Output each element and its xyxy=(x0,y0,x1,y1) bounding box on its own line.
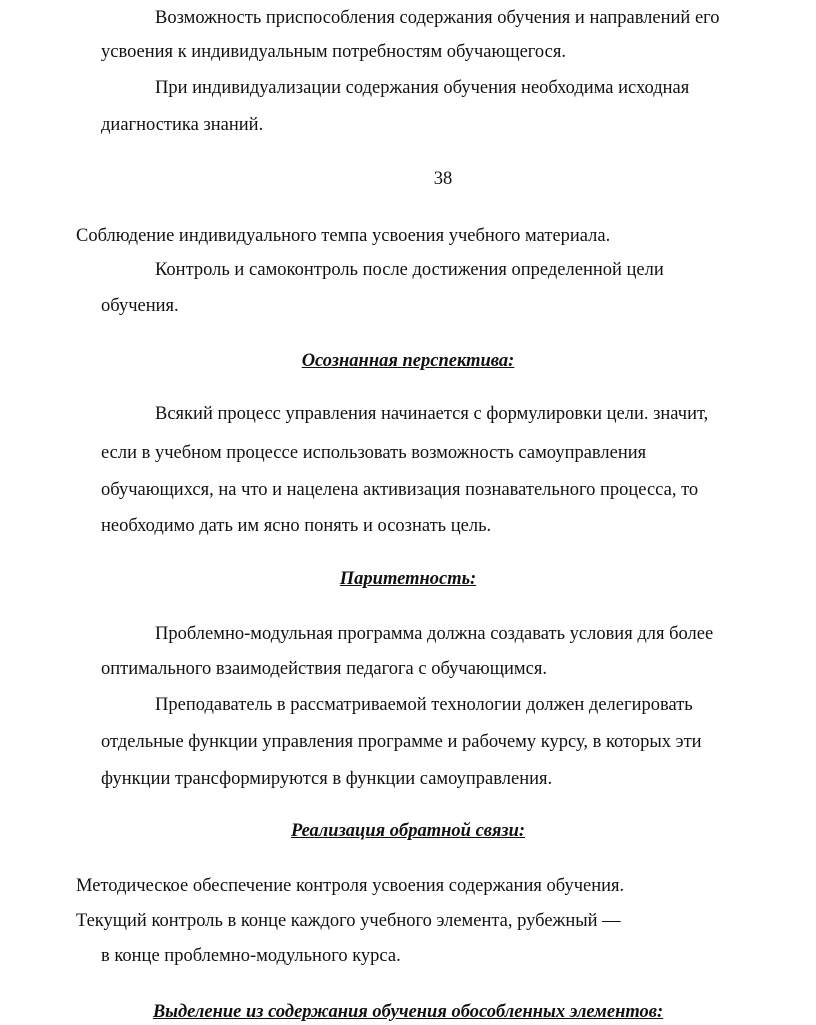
text-line: в конце проблемно-модульного курса. xyxy=(101,946,401,966)
text-line: Возможность приспособления содержания обучения и направлений его xyxy=(155,8,720,28)
text-line: Текущий контроль в конце каждого учебного элемента, рубежный — xyxy=(76,911,621,931)
text-line: Проблемно-модульная программа должна создавать условия для более xyxy=(155,624,714,644)
text-line: Контроль и самоконтроль после достижения определенной цели xyxy=(155,260,664,280)
text-line: Соблюдение индивидуального темпа усвоения учебного материала. xyxy=(76,226,611,246)
text-line: необходимо дать им ясно понять и осознать цель. xyxy=(101,516,492,536)
section-heading: Паритетность: xyxy=(339,569,477,589)
page-number: 38 xyxy=(433,169,453,189)
text-line: усвоения к индивидуальным потребностям обучающегося. xyxy=(101,42,566,62)
text-line: Всякий процесс управления начинается с формулировки цели. значит, xyxy=(155,404,709,424)
section-heading: Выделение из содержания обучения обособленных элементов: xyxy=(152,1002,664,1022)
text-line: отдельные функции управления программе и рабочему курсу, в которых эти xyxy=(101,732,702,752)
text-line: если в учебном процессе использовать возможность самоуправления xyxy=(101,443,647,463)
section-heading: Осознанная перспектива: xyxy=(301,351,515,371)
text-line: обучающихся, на что и нацелена активизация познавательного процесса, то xyxy=(101,480,699,500)
text-line: оптимального взаимодействия педагога с обучающимся. xyxy=(101,659,547,679)
text-line: диагностика знаний. xyxy=(101,115,264,135)
text-line: Методическое обеспечение контроля усвоения содержания обучения. xyxy=(76,876,625,896)
text-line: При индивидуализации содержания обучения необходима исходная xyxy=(155,78,690,98)
section-heading: Реализация обратной связи: xyxy=(290,821,526,841)
text-line: обучения. xyxy=(101,296,179,316)
text-line: Преподаватель в рассматриваемой технологии должен делегировать xyxy=(155,695,693,715)
text-line: функции трансформируются в функции самоуправления. xyxy=(101,769,553,789)
